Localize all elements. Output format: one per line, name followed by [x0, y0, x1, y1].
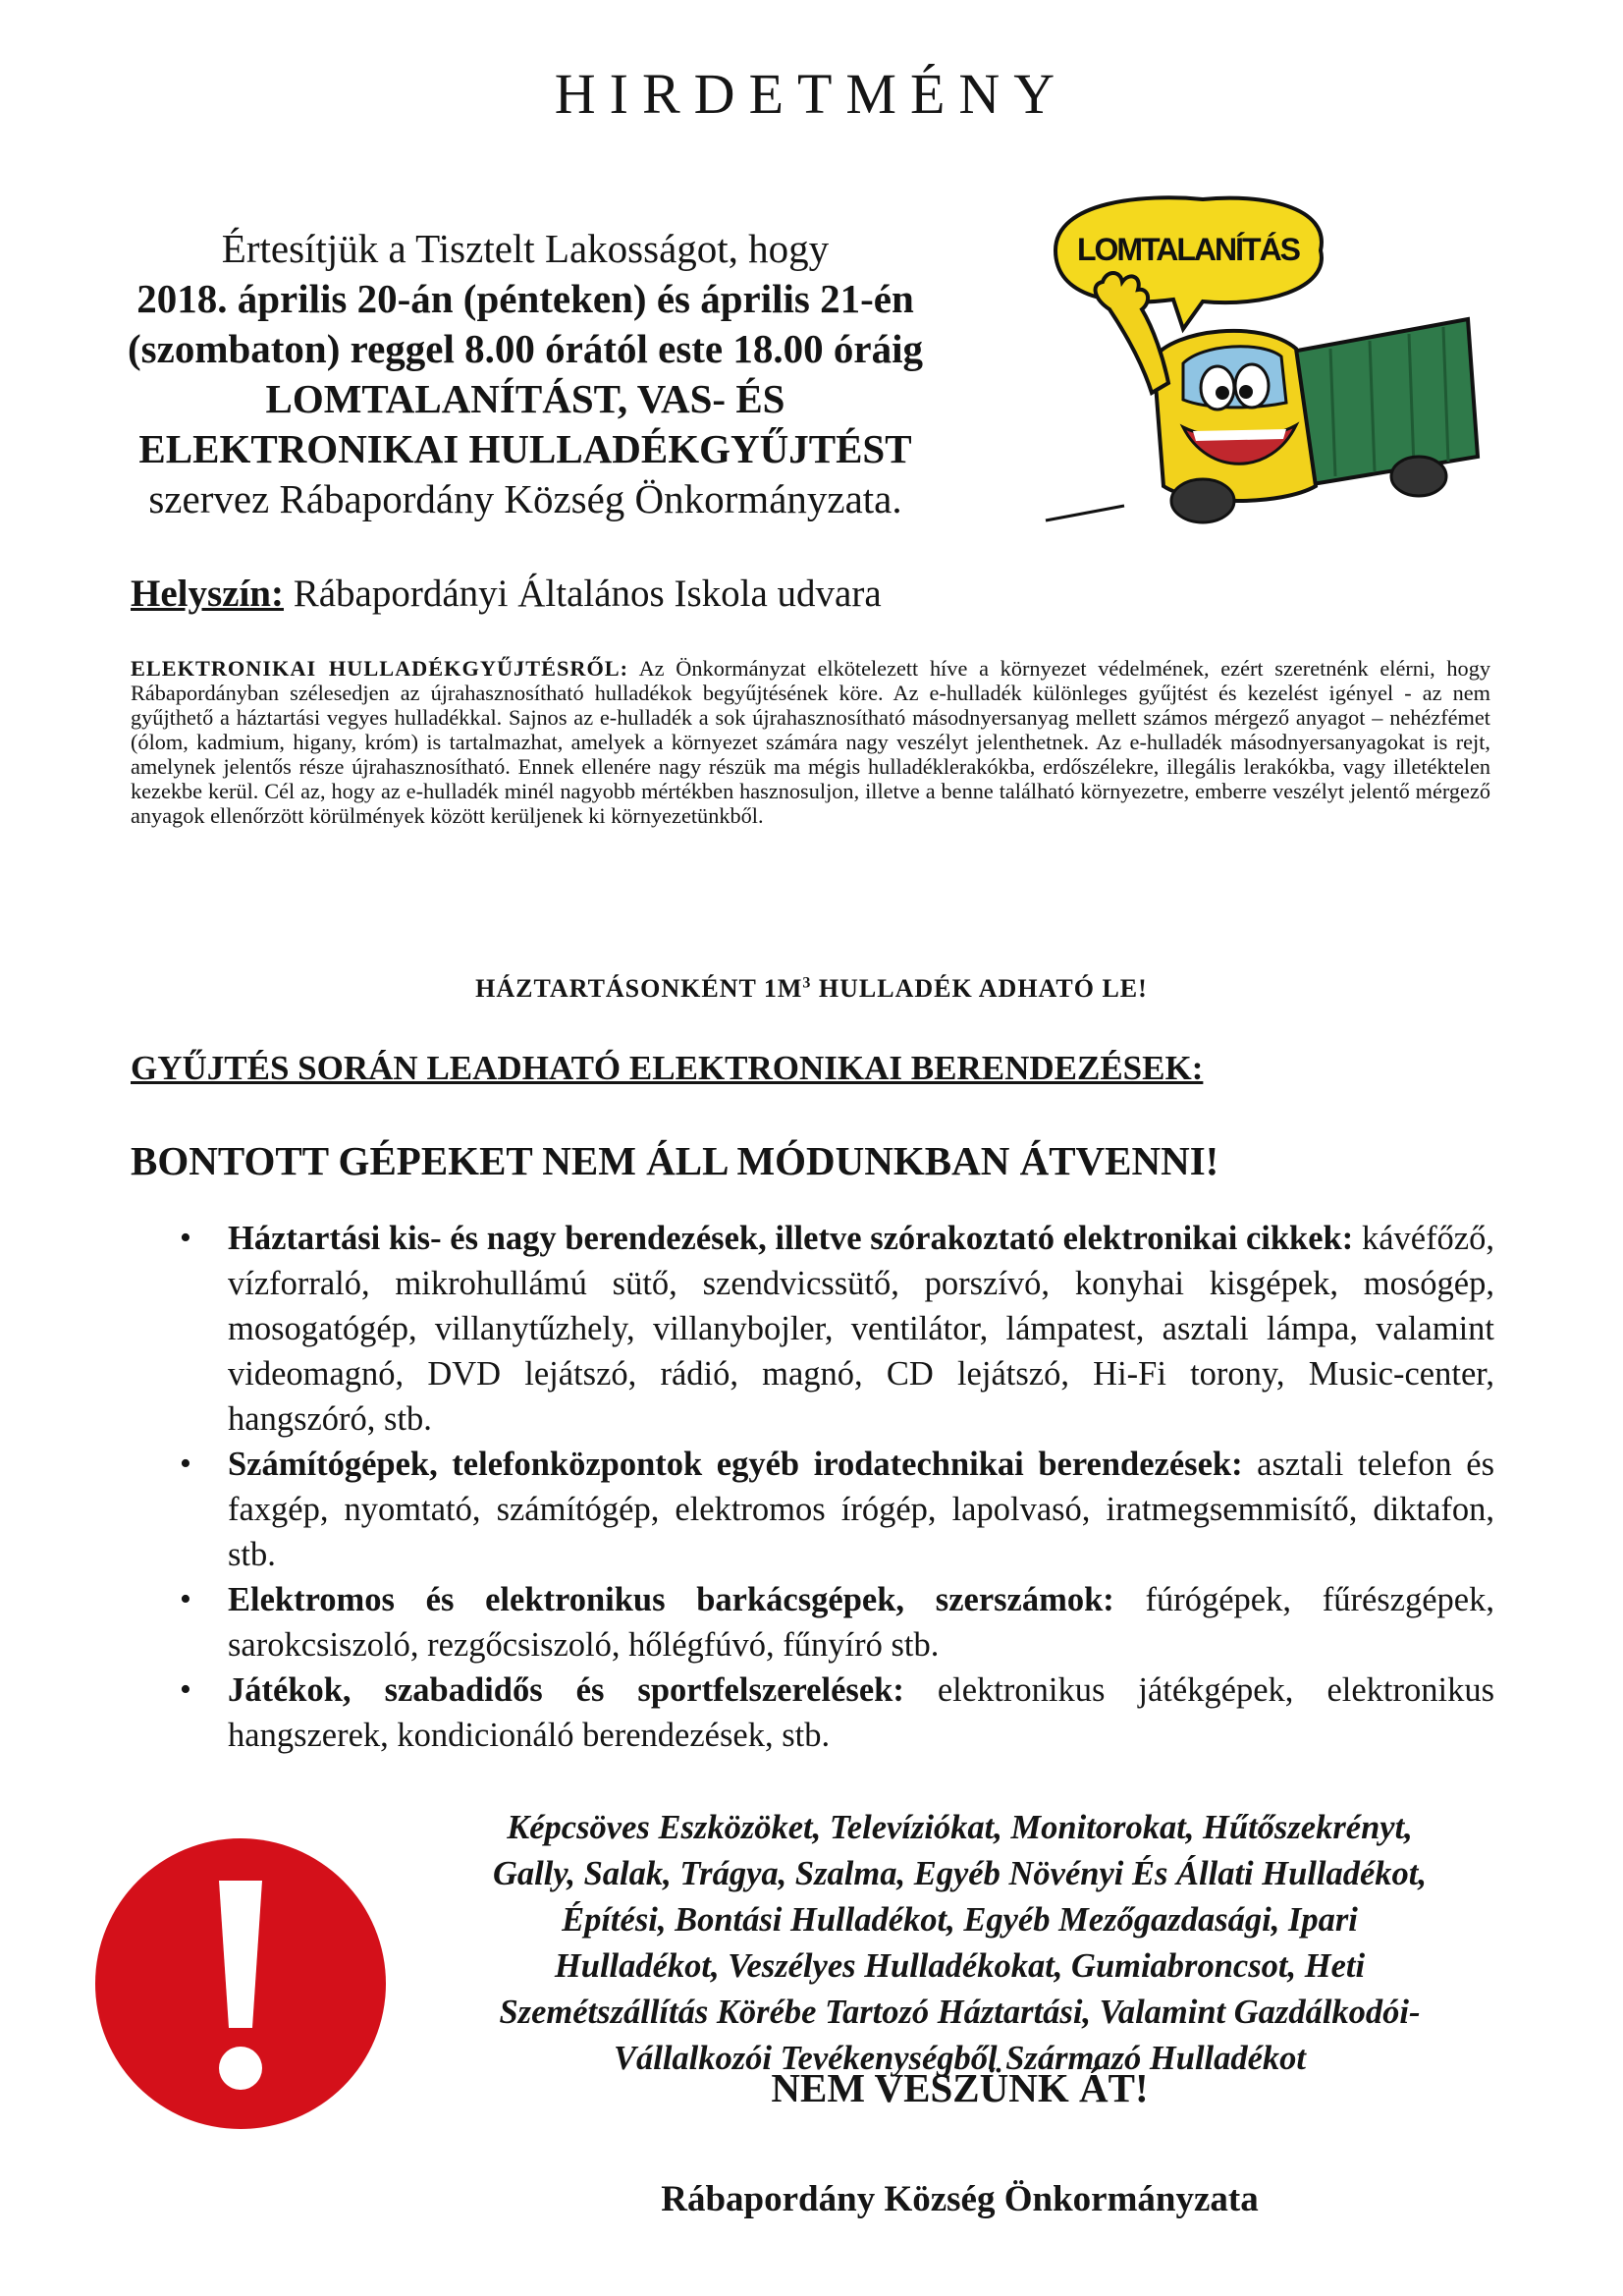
bullet-icon: • [180, 1671, 191, 1708]
intro-event-line: LOMTALANÍTÁST, VAS- ÉS [265, 376, 785, 421]
bullet-icon: • [180, 1446, 191, 1482]
excluded-items-line: Szemétszállítás Körébe Tartozó Háztartási, Valamint Gazdálkodói- [499, 1994, 1421, 2031]
list-item-category: Elektromos és elektronikus barkácsgépek, szerszámok: [228, 1581, 1114, 1618]
intro-block [118, 224, 933, 524]
list-item-category: Háztartási kis- és nagy berendezések, illetve szórakoztató elektronikai cikkek: [228, 1220, 1354, 1257]
list-item [177, 1216, 1494, 1442]
list-item-text: asztali telefon és faxgép, nyomtató, számítógép, elektromos írógép, lapolvasó, iratmegsemmisítő, diktafon, stb. [228, 1446, 1494, 1573]
list-item [177, 1442, 1494, 1577]
page-title: HIRDETMÉNY [554, 62, 1069, 126]
limit-superscript: 3 [802, 974, 812, 992]
list-item [177, 1667, 1494, 1758]
list-item-text: fúrógépek, fűrészgépek, sarokcsiszoló, rezgőcsiszoló, hőlégfúvó, fűnyíró stb. [228, 1581, 1494, 1664]
list-item-category: Számítógépek, telefonközpontok egyéb irodatechnikai berendezések: [228, 1446, 1243, 1483]
intro-date-line: 2018. április 20-án (pénteken) és április 21-én [136, 276, 914, 321]
excluded-items-line: Gally, Salak, Trágya, Szalma, Egyéb Növényi És Állati Hulladékot, [493, 1855, 1427, 1892]
not-accepted-notice: NEM VESZÜNK ÁT! [771, 2065, 1149, 2110]
excluded-items-line: Képcsöves Eszközöket, Televíziókat, Monitorokat, Hűtőszekrényt, [507, 1809, 1413, 1846]
list-item-text: elektronikus játékgépek, elektronikus hangszerek, kondicionáló berendezések, stb. [228, 1671, 1494, 1754]
excluded-items-line: Építési, Bontási Hulladékot, Egyéb Mezőgazdasági, Ipari [562, 1901, 1358, 1939]
bullet-icon: • [180, 1581, 191, 1617]
e-waste-info-text: Az Önkormányzat elkötelezett híve a környezet védelmének, ezért szeretnénk elérni, hogy Rábapordányban szélesedjen az újrahasznosítható hulladékok begyűjtésének köre. Az e-hulladék különleges gyűjtést és kezelést igényel - az nem gyűjthető a háztartási vegyes hulladékkal. Sajnos az e-hulladék a sok újrahasznosítható másodnyersanyag mellett számos mérgező anyagot – nehézfémet (ólom, kadmium, higany, króm) is tartalmazhat, amelyek a környezet számára nagy veszélyt jelenthetnek. Az e-hulladék másodnyersanyagokat is rejt, amelynek jelentős része újrahasznosítható. Ennek ellenére nagy részük ma mégis hulladéklerakókba, erdőszélekre, illegális lerakókba, vagy illetéktelen kezekbe kerül. Cél az, hogy az e-hulladék minél nagyobb mértékben hasznosuljon, illetve a benne található környezetre, emberre veszélyt jelentő mérgező anyagok ellenőrzött körülmények között kerüljenek ki környezetünkből. [131, 656, 1490, 828]
intro-time-line: (szombaton) reggel 8.00 órától este 18.00 óráig [128, 326, 923, 371]
e-waste-info-lead: ELEKTRONIKAI HULLADÉKGYŰJTÉSRŐL: [131, 656, 629, 681]
list-item [177, 1577, 1494, 1667]
accepted-devices-heading: GYŰJTÉS SORÁN LEADHATÓ ELEKTRONIKAI BERENDEZÉSEK: [131, 1049, 1204, 1087]
no-disassembled-notice: BONTOTT GÉPEKET NEM ÁLL MÓDUNKBAN ÁTVENNI! [131, 1138, 1219, 1183]
e-waste-info-paragraph [131, 656, 1490, 828]
intro-organizer-line: szervez Rábapordány Község Önkormányzata. [148, 476, 902, 521]
excluded-items-block [388, 1805, 1532, 2082]
exclamation-icon [93, 1836, 388, 2131]
excluded-items-line: Hulladékot, Veszélyes Hulladékokat, Gumiabroncsot, Heti [554, 1947, 1366, 1985]
accepted-devices-list [177, 1216, 1494, 1758]
bubble-text: LOMTALANÍTÁS [1076, 232, 1300, 267]
location-label: Helyszín: [131, 573, 284, 615]
limit-text-before: HÁZTARTÁSONKÉNT 1M [475, 974, 803, 1003]
bullet-icon: • [180, 1220, 191, 1256]
excluded-items-line: Vállalkozói Tevékenységből Származó Hulladékot [613, 2040, 1307, 2077]
household-limit-notice [0, 974, 1623, 1004]
intro-line: Értesítjük a Tisztelt Lakosságot, hogy [221, 226, 830, 271]
garbage-truck-mascot-image [1036, 191, 1497, 545]
signature: Rábapordány Község Önkormányzata [661, 2179, 1259, 2219]
location-line [131, 572, 882, 616]
intro-event-line-2: ELEKTRONIKAI HULLADÉKGYŰJTÉST [138, 426, 912, 471]
list-item-category: Játékok, szabadidős és sportfelszerelések: [228, 1671, 904, 1709]
limit-text-after: HULLADÉK ADHATÓ LE! [811, 974, 1148, 1003]
location-value: Rábapordányi Általános Iskola udvara [293, 573, 882, 615]
list-item-text: kávéfőző, vízforraló, mikrohullámú sütő, szendvicssütő, porszívó, konyhai kisgépek, mosógép, mosogatógép, villanytűzhely, villanybojler, ventilátor, lámpatest, asztali lámpa, valamint videomagnó, DVD lejátszó, rádió, magnó, CD lejátszó, Hi-Fi torony, Music-center, hangszóró, stb. [228, 1220, 1494, 1438]
